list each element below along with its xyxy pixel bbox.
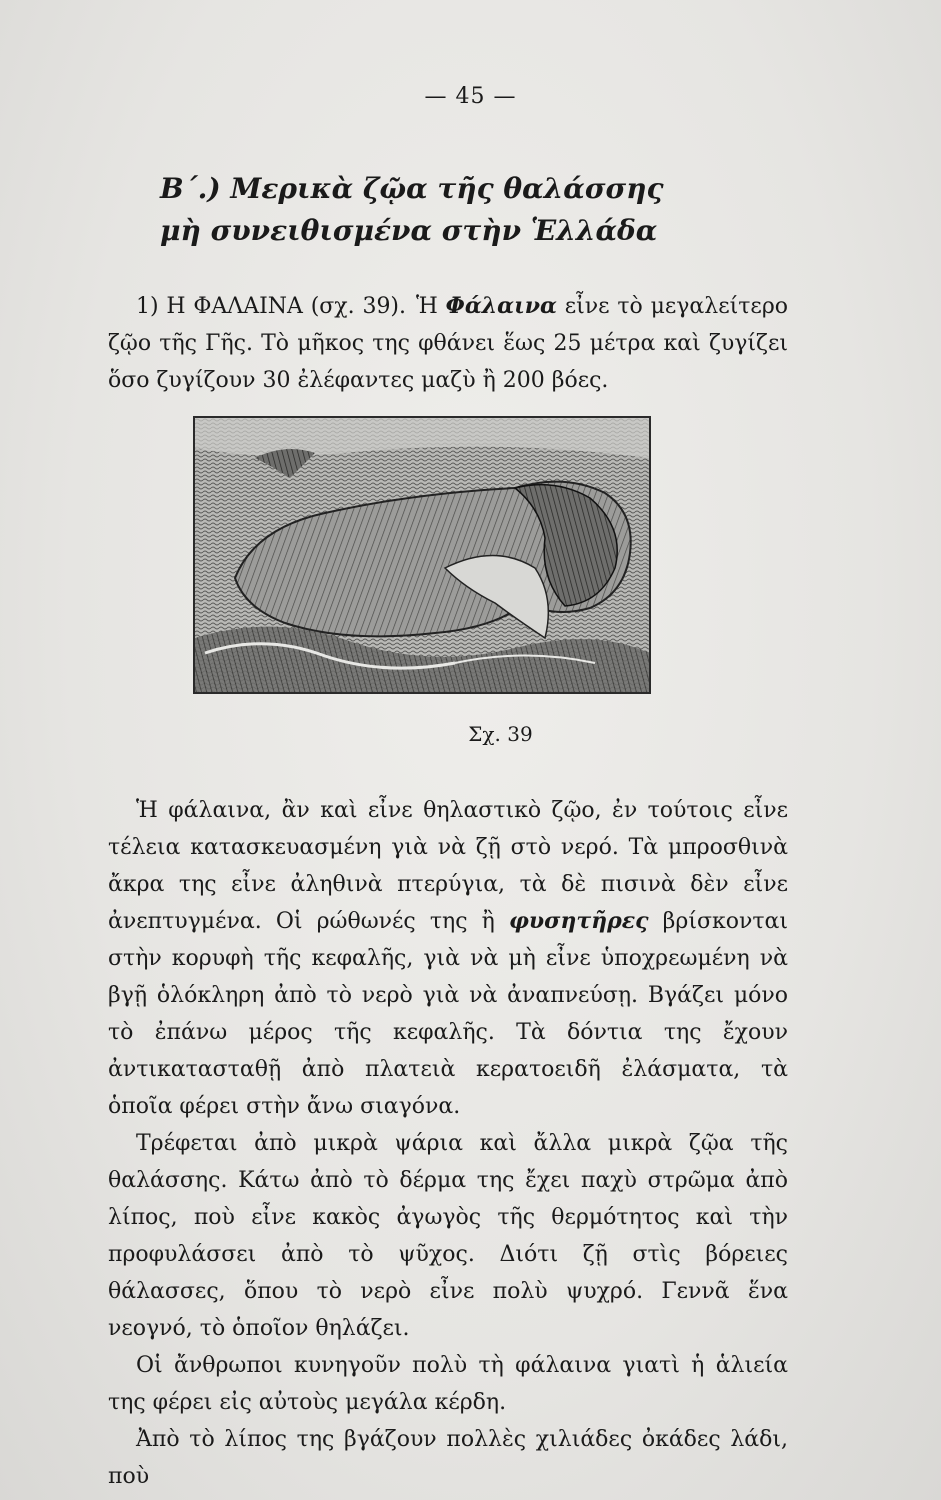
intro-text-end: εἶνε τὸ μεγαλείτερο ζῷο τῆς Γῆς. Τὸ μῆκος της φθάνει ἕως 25 μέτρα καὶ ζυγίζει ὅσο ζυγίζουν 30 ἐλέφαντες μαζὺ ἢ 200 βόες.: [108, 294, 788, 393]
paragraph-3: Οἱ ἄνθρωποι κυνηγοῦν πολὺ τὴ φάλαινα γιατὶ ἡ ἁλιεία της φέρει εἰς αὐτοὺς μεγάλα κέρδη.: [108, 1353, 788, 1415]
figure-caption: Σχ. 39: [468, 722, 533, 746]
paragraph-1-start: Ἡ φάλαινα, ἂν καὶ εἶνε θηλαστικὸ ζῷο, ἐν τούτοις εἶνε τέλεια κατασκευασμένη γιὰ νὰ ζῇ στὸ νερό. Τὰ μπροσθινὰ ἄκρα της εἶνε ἀληθινὰ πτερύγια, τὰ δὲ πισινὰ δὲν εἶνε ἀνεπτυγμένα. Οἱ ρώθωνές της ἢ: [108, 798, 788, 934]
main-text: [108, 792, 788, 1495]
paragraph-2: Τρέφεται ἀπὸ μικρὰ ψάρια καὶ ἄλλα μικρὰ ζῷα τῆς θαλάσσης. Κάτω ἀπὸ τὸ δέρμα της ἔχει παχὺ στρῶμα ἀπὸ λίπος, ποὺ εἶνε κακὸς ἀγωγὸς τῆς θερμότητος καὶ τὴν προφυλάσσει ἀπὸ τὸ ψῦχος. Διότι ζῇ στὶς βόρειες θάλασσες, ὅπου τὸ νερὸ εἶνε πολὺ ψυχρό. Γεννᾶ ἕνα νεογνό, τὸ ὁποῖον θηλάζει.: [108, 1131, 788, 1341]
keyword-falaina: Φάλαινα: [445, 293, 557, 319]
section-heading-line-1: Β΄.) Μερικὰ ζῷα τῆς θαλάσσης: [160, 172, 664, 205]
whale-icon: [195, 418, 649, 692]
paragraph-1: [108, 792, 788, 1125]
section-heading: [160, 168, 800, 252]
paragraph-4: Ἀπὸ τὸ λίπος της βγάζουν πολλὲς χιλιάδες ὀκάδες λάδι, ποὺ: [108, 1427, 788, 1489]
intro-text-start: Ἡ: [416, 294, 446, 319]
entry-title: 1) Η ΦΑΛΑΙΝΑ (σχ. 39).: [136, 294, 407, 319]
section-heading-line-2: μὴ συνειθισμένα στὴν Ἑλλάδα: [160, 214, 658, 247]
page-number: — 45 —: [424, 84, 517, 109]
whale-illustration: [193, 416, 651, 694]
paragraph-1-end: βρίσκονται στὴν κορυφὴ τῆς κεφαλῆς, γιὰ νὰ μὴ εἶνε ὑποχρεωμένη νὰ βγῇ ὁλόκληρη ἀπὸ τὸ νερὸ γιὰ νὰ ἀναπνεύσῃ. Βγάζει μόνο τὸ ἐπάνω μέρος τῆς κεφαλῆς. Τὰ δόντια της ἔχουν ἀντικατασταθῇ ἀπὸ πλατειὰ κερατοειδῆ ἐλάσματα, τὰ ὁποῖα φέρει στὴν ἄνω σιαγόνα.: [108, 909, 788, 1119]
intro-paragraph: [108, 288, 788, 399]
keyword-fysiteres: φυσητῆρες: [508, 908, 649, 934]
